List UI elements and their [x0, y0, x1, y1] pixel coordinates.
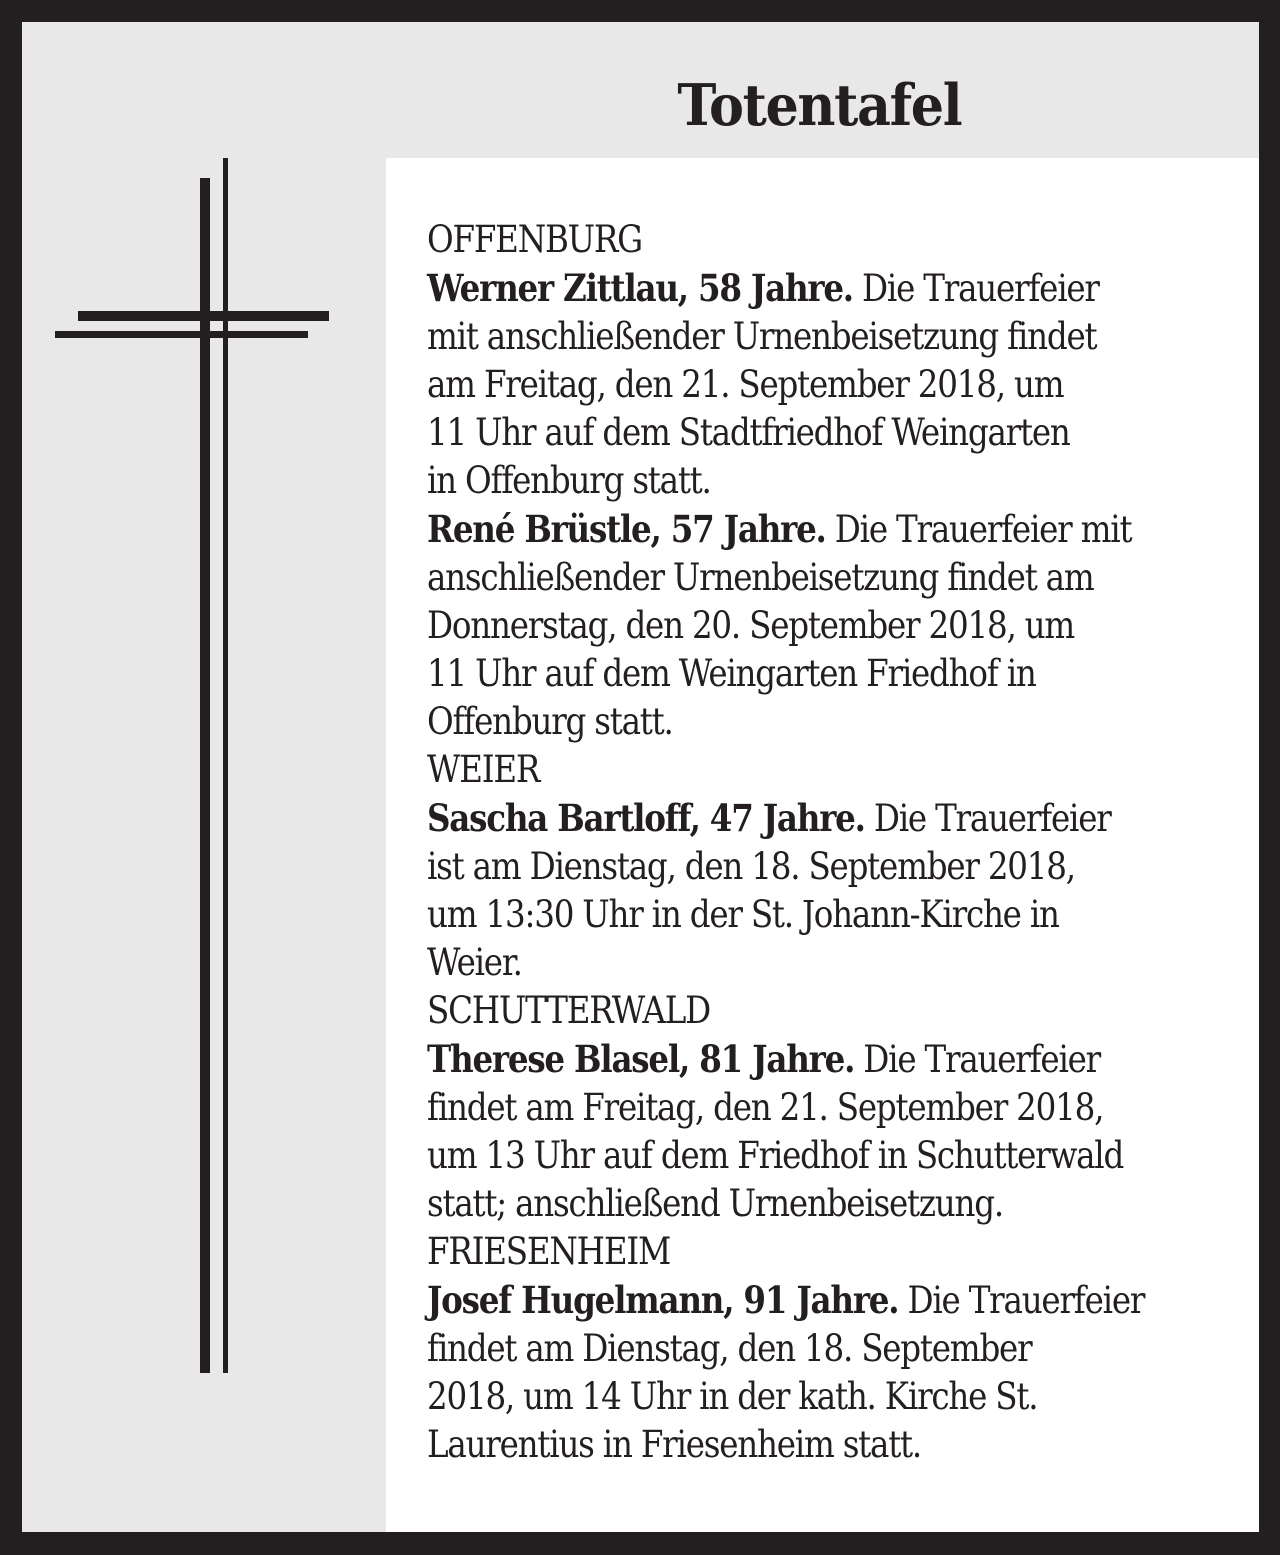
notice-line: [427, 794, 1219, 843]
deceased-name: René Brüstle, 57 Jahre.: [427, 507, 826, 551]
notice-line: findet am Dienstag, den 18. September: [427, 1327, 1032, 1370]
notice-line: Weier.: [427, 941, 522, 984]
section-heading-offenburg: OFFENBURG: [427, 218, 642, 261]
notice-line: Donnerstag, den 20. September 2018, um: [427, 604, 1075, 647]
obituary-frame: [22, 22, 1259, 1532]
notice-line: Offenburg statt.: [427, 700, 673, 743]
deceased-name: Sascha Bartloff, 47 Jahre.: [427, 796, 865, 840]
notice-panel: [386, 158, 1259, 1532]
notice-line: [427, 505, 1219, 554]
notice-text-fragment: Die Trauerfeier: [864, 797, 1111, 840]
notice-line: Laurentius in Friesenheim statt.: [427, 1423, 922, 1466]
notice-line: statt; anschließend Urnenbeisetzung.: [427, 1182, 1004, 1225]
notice-line: am Freitag, den 21. September 2018, um: [427, 363, 1064, 406]
notice-line: in Offenburg statt.: [427, 459, 711, 502]
section-heading-schutterwald: SCHUTTERWALD: [427, 989, 710, 1032]
notice-text-fragment: Die Trauerfeier: [852, 267, 1099, 310]
section-heading-friesenheim: FRIESENHEIM: [427, 1230, 671, 1273]
notice-line: findet am Freitag, den 21. September 2018,: [427, 1086, 1104, 1129]
notice-line: [427, 1035, 1219, 1084]
notice-line: [427, 264, 1219, 313]
notice-text-fragment: Die Trauerfeier: [898, 1279, 1145, 1322]
notice-line: um 13 Uhr auf dem Friedhof in Schutterwald: [427, 1134, 1124, 1177]
notice-line: 11 Uhr auf dem Stadtfriedhof Weingarten: [427, 411, 1070, 454]
notice-line: ist am Dienstag, den 18. September 2018,: [427, 845, 1075, 888]
notice-text: [427, 216, 1219, 1469]
notice-line: mit anschließender Urnenbeisetzung findet: [427, 315, 1097, 358]
notice-line: [427, 1276, 1219, 1325]
notice-line: anschließender Urnenbeisetzung findet am: [427, 556, 1094, 599]
deceased-name: Therese Blasel, 81 Jahre.: [427, 1037, 855, 1081]
notice-line: 2018, um 14 Uhr in der kath. Kirche St.: [427, 1375, 1038, 1418]
deceased-name: Werner Zittlau, 58 Jahre.: [427, 266, 853, 310]
deceased-name: Josef Hugelmann, 91 Jahre.: [427, 1278, 899, 1322]
notice-line: um 13:30 Uhr in der St. Johann-Kirche in: [427, 893, 1059, 936]
page-title: Totentafel: [677, 72, 962, 139]
notice-text-fragment: Die Trauerfeier mit: [825, 508, 1132, 551]
section-heading-weier: WEIER: [427, 748, 540, 791]
notice-line: 11 Uhr auf dem Weingarten Friedhof in: [427, 652, 1036, 695]
notice-text-fragment: Die Trauerfeier: [854, 1038, 1101, 1081]
